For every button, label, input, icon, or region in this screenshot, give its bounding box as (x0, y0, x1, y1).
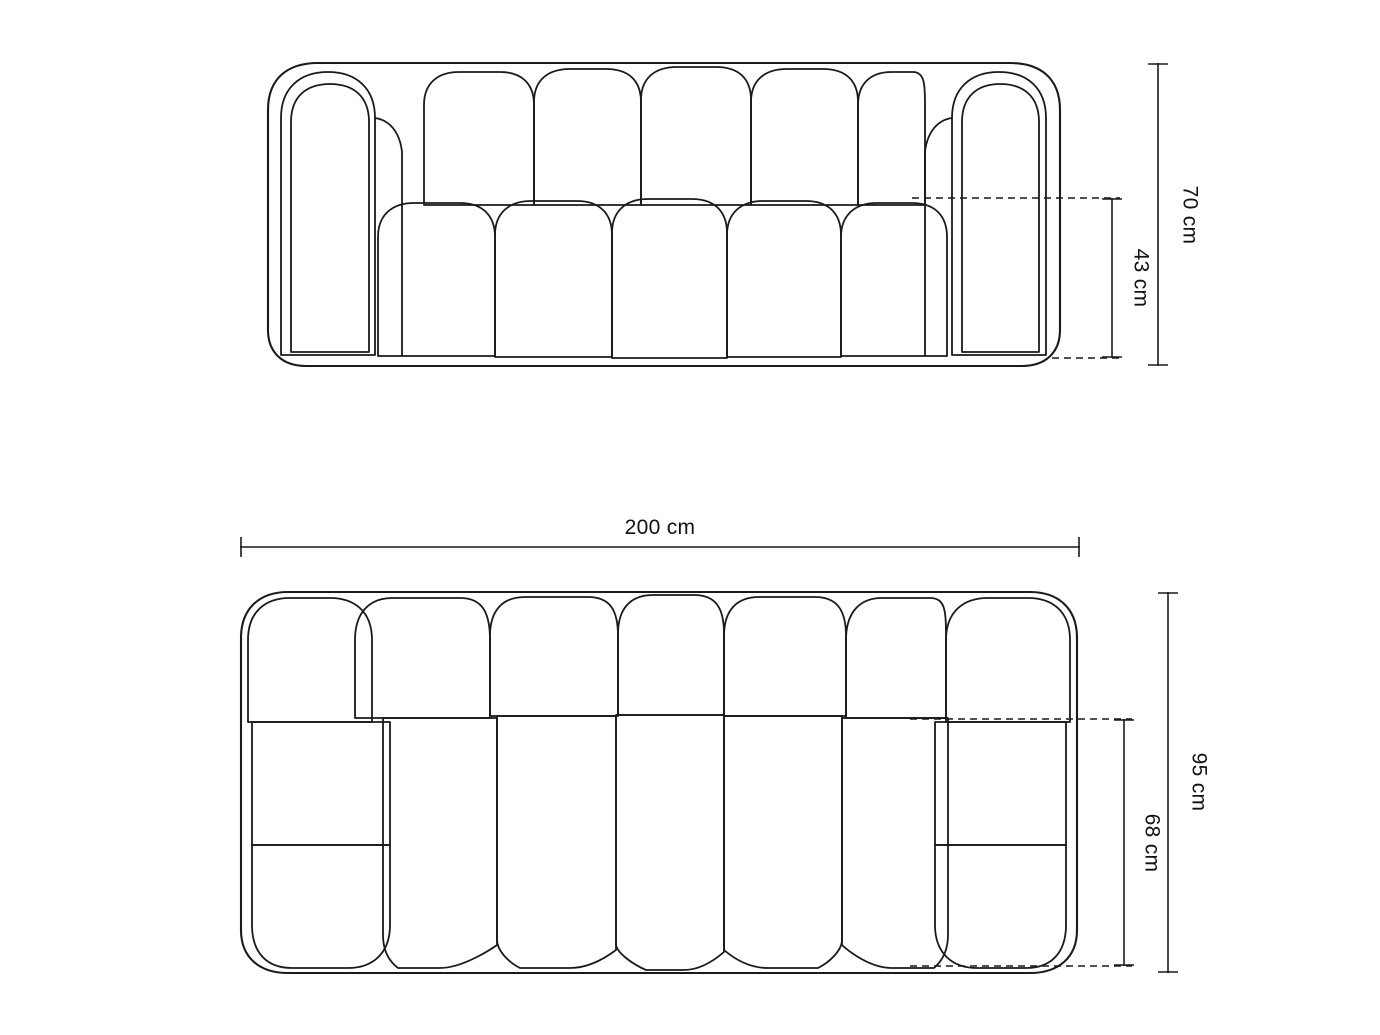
front-seat-cushion-4 (727, 201, 841, 357)
top-backrest-panel-5 (846, 598, 946, 718)
front-seat-cushion-5 (841, 203, 947, 356)
front-left-arm-outer (281, 72, 375, 355)
top-seat-cushion-4 (724, 716, 842, 968)
front-seat-cushion-1 (378, 203, 495, 356)
top-right-arm-mid-pad (935, 722, 1066, 845)
front-backrest-cushion-5 (858, 72, 925, 205)
top-width-label: 200 cm (624, 516, 696, 539)
top-left-arm-bottom-pad (252, 845, 390, 968)
front-height-seat-label: 43 cm (1129, 248, 1153, 308)
top-seat-cushion-3 (616, 715, 724, 970)
front-view (268, 63, 1202, 366)
top-seat-cushion-5 (842, 718, 948, 968)
top-backrest-panel-4 (724, 597, 846, 716)
top-backrest-panel-3 (618, 595, 724, 715)
front-backrest-cushion-3 (641, 67, 751, 205)
front-right-arm-seam (925, 118, 952, 356)
top-right-arm-bottom-pad (935, 845, 1066, 968)
front-seat-cushion-3 (612, 199, 727, 358)
top-depth-total-label: 95 cm (1187, 752, 1211, 812)
top-left-arm-top-pad (248, 598, 372, 722)
top-backrest-panel-2 (490, 597, 618, 716)
top-outer-outline (241, 592, 1077, 973)
front-right-arm-outer (952, 72, 1046, 355)
front-right-arm-inner (962, 84, 1039, 352)
front-backrest-cushion-4 (751, 69, 858, 205)
top-right-arm-top-pad (946, 598, 1070, 722)
top-seat-cushion-2 (497, 716, 616, 968)
top-backrest-panel-1 (355, 598, 490, 718)
top-left-arm-mid-pad (252, 722, 390, 845)
front-backrest-cushion-2 (534, 69, 641, 205)
front-height-total-label: 70 cm (1178, 185, 1202, 245)
front-left-arm-inner (291, 84, 369, 352)
top-seat-cushion-1 (383, 718, 497, 968)
front-seat-cushion-2 (495, 201, 612, 357)
front-left-arm-seam (375, 118, 402, 356)
top-depth-seat-label: 68 cm (1140, 813, 1164, 873)
top-view (240, 516, 1211, 973)
front-backrest-cushion-1 (424, 72, 534, 205)
